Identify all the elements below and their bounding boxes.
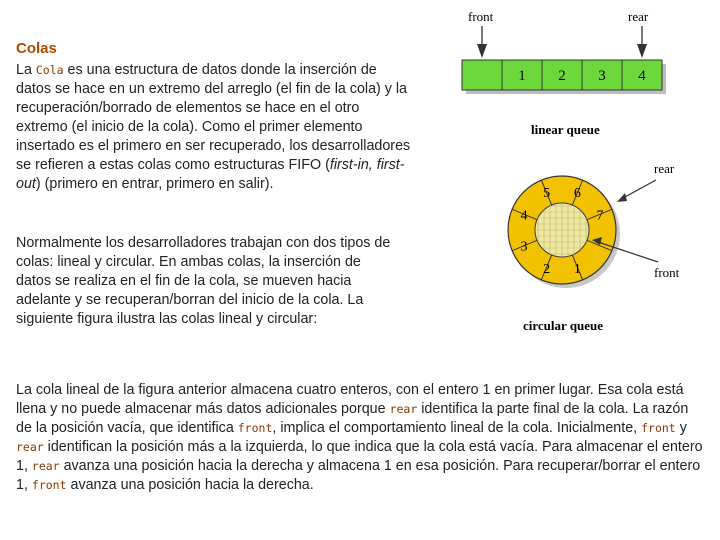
types-paragraph: Normalmente los desarrolladores trabajan con dos tipos de colas: lineal y circular. En ambas colas, la inserción de datos se realiza en el fin de la cola, se mueven hacia adelante y se recuperan/borran del inicio de la cola. La siguiente figura ilustra las colas lineal y circular: — [16, 235, 391, 327]
code-term: rear — [31, 459, 60, 473]
ring-slot-value: 4 — [520, 208, 528, 224]
italic-term: first-in, first-out — [16, 157, 405, 192]
code-term: front — [641, 421, 676, 435]
linear-queue — [462, 60, 666, 94]
ring-slot-value: 7 — [596, 208, 604, 224]
code-term: front — [31, 478, 67, 492]
circular-caption: circular queue — [523, 318, 604, 333]
linear-cell-value: 2 — [558, 68, 566, 84]
explanation-paragraph — [16, 381, 706, 495]
linear-cell-value: 3 — [598, 68, 606, 84]
linear-cell-value: 4 — [638, 68, 646, 84]
text-run: identifica la parte final de la cola. La razón de la posición vacía, que identifica — [16, 401, 689, 436]
text-run: , implica el comportamiento lineal de la cola. Inicialmente, — [272, 420, 642, 436]
text-run: La — [16, 62, 36, 78]
text-run: avanza una posición hacia la derecha. — [66, 477, 314, 493]
code-term: rear — [389, 402, 418, 416]
intro-paragraph — [16, 61, 411, 194]
code-term: front — [237, 421, 273, 435]
text-run: es una estructura de datos donde la inserción de datos se hace en un extremo del arreglo (el fin de la cola) y la recuperación/borrado de elementos se hace en el otro extremo (el inicio de la cola). Como el primer elemento insertado es el primero en ser recuperado, los desarrolladores se refieren a estas colas como estructuras FIFO ( — [16, 62, 411, 173]
circular-queue — [508, 176, 620, 288]
ring-slot-value: 1 — [573, 262, 581, 278]
text-run: avanza una posición hacia la derecha y almacena 1 en esa posición. Para recuperar/borrar el entero 1, — [16, 458, 701, 493]
linear-cell — [462, 60, 502, 90]
linear-rear-label: rear — [628, 9, 649, 24]
text-run: identifican la posición más a la izquierda, lo que indica que la cola está vacía. Para almacenar el entero 1, — [16, 439, 703, 474]
ring-slot-value: 3 — [520, 239, 528, 255]
ring-slot-value: 5 — [543, 185, 551, 201]
linear-front-arrow — [477, 26, 487, 58]
ring-slot-value: 6 — [573, 185, 581, 201]
linear-front-label: front — [468, 9, 494, 24]
text-run: ) (primero en entrar, primero en salir). — [35, 176, 274, 192]
circular-rear-arrow — [617, 180, 656, 202]
page-title: Colas — [16, 40, 57, 57]
code-term: Cola — [35, 63, 64, 77]
circular-front-label: front — [654, 265, 680, 280]
ring-slot-value: 2 — [543, 262, 551, 278]
linear-caption: linear queue — [531, 122, 600, 137]
circular-rear-label: rear — [654, 161, 675, 176]
linear-rear-arrow — [637, 26, 647, 58]
text-run: La cola lineal de la figura anterior almacena cuatro enteros, con el entero 1 en primer lugar. Esa cola está llena y no puede almacenar más datos adicionales porque — [16, 382, 684, 417]
queue-figure — [452, 0, 702, 348]
code-term: rear — [16, 440, 44, 454]
text-run: y — [675, 420, 687, 436]
linear-cell-value: 1 — [518, 68, 526, 84]
